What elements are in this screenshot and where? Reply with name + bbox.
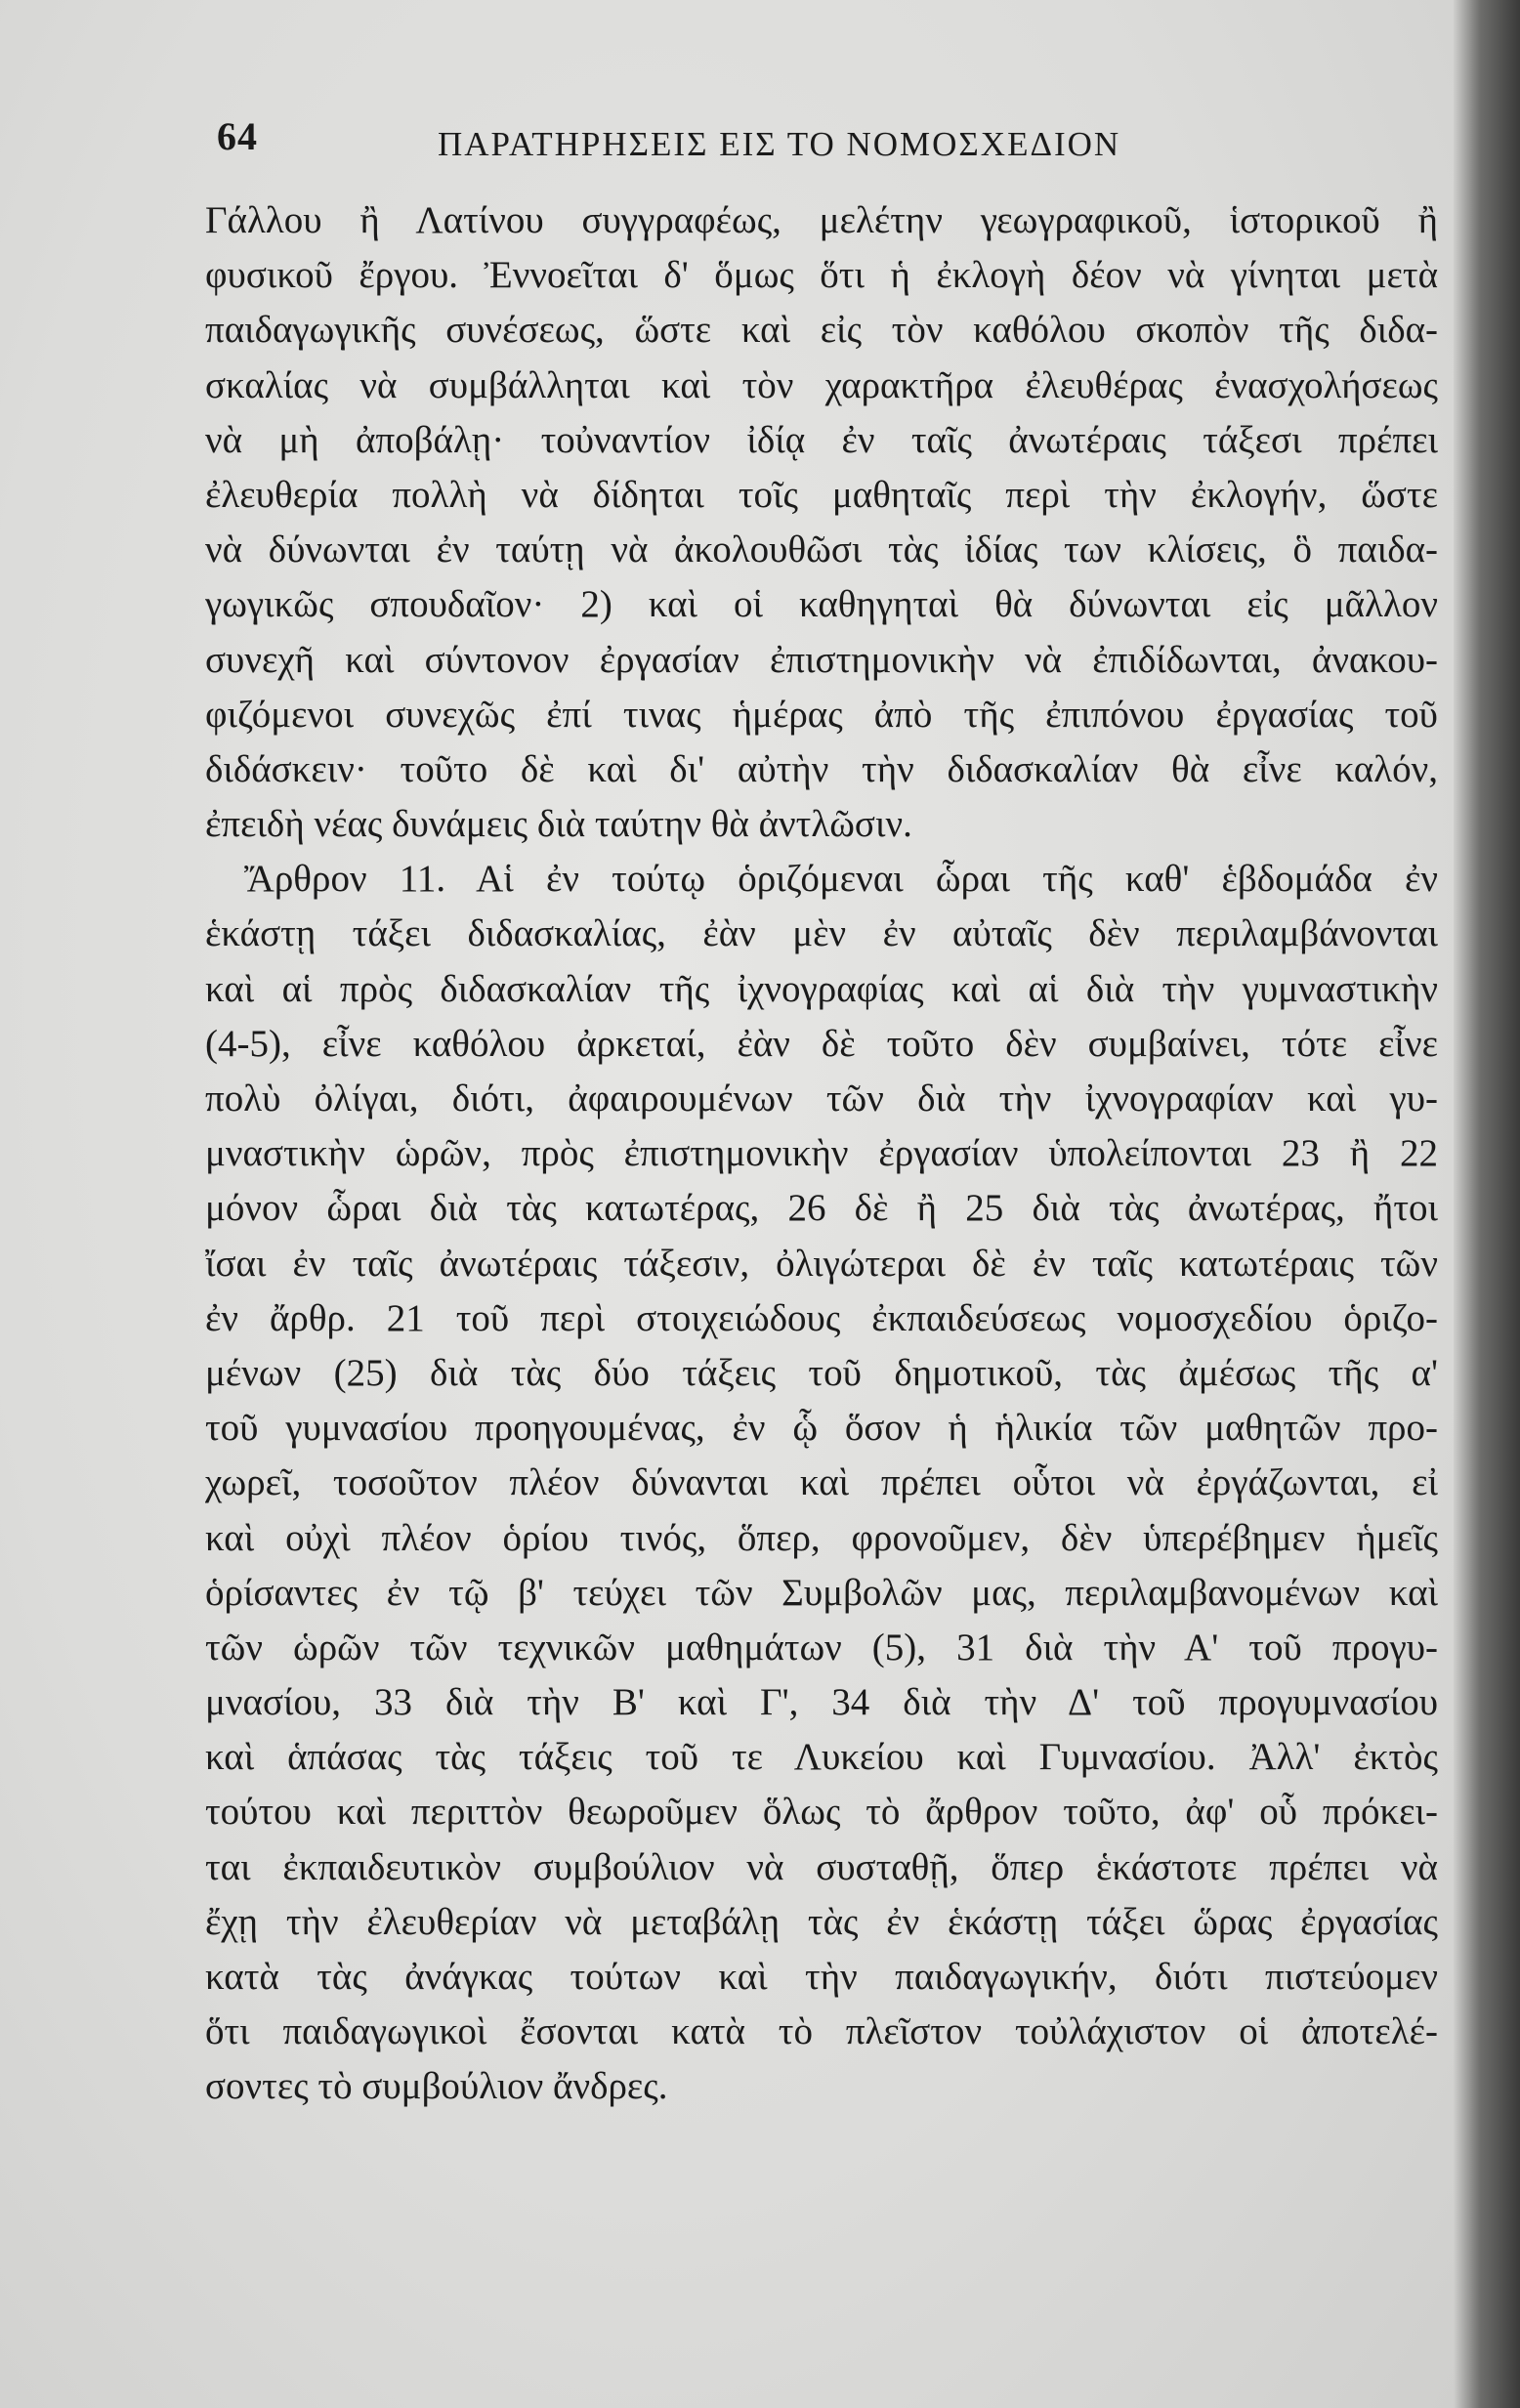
text-line: μνασίου, 33 διὰ τὴν Β' καὶ Γ', 34 διὰ τὴν Δ' τοῦ προγυμνασίου [205,1681,1438,1724]
text-line: ὅτι παιδαγωγικοὶ ἔσονται κατὰ τὸ πλεῖστον τοὐλάχιστον οἱ ἀποτελέ- [205,2010,1438,2053]
page-number: 64 [217,114,258,158]
text-line: πολὺ ὀλίγαι, διότι, ἀφαιρουμένων τῶν διὰ τὴν ἰχνογραφίαν καὶ γυ- [205,1077,1438,1120]
running-title: ΠΑΡΑΤΗΡΗΣΕΙΣ ΕΙΣ ΤΟ ΝΟΜΟΣΧΕΔΙΟΝ [438,125,1121,163]
text-line: (4-5), εἶνε καθόλου ἀρκεταί, ἐὰν δὲ τοῦτο δὲν συμβαίνει, τότε εἶνε [205,1022,1438,1065]
text-line: Ἄρθρον 11. Αἱ ἐν τούτῳ ὁριζόμεναι ὧραι τῆς καθ' ἑβδομάδα ἐν [244,858,1438,901]
text-line: ται ἐκπαιδευτικὸν συμβούλιον νὰ συσταθῇ, ὅπερ ἑκάστοτε πρέπει νὰ [205,1845,1438,1888]
text-line: ἑκάστῃ τάξει διδασκαλίας, ἐὰν μὲν ἐν αὐταῖς δὲν περιλαμβάνονται [205,912,1438,955]
text-line: τούτου καὶ περιττὸν θεωροῦμεν ὅλως τὸ ἄρθρον τοῦτο, ἀφ' οὗ πρόκει- [205,1791,1438,1834]
text-line: συνεχῆ καὶ σύντονον ἐργασίαν ἐπιστημονικὴν νὰ ἐπιδίδωνται, ἀνακου- [205,638,1438,681]
text-line: διδάσκειν· τοῦτο δὲ καὶ δι' αὐτὴν τὴν διδασκαλίαν θὰ εἶνε καλόν, [205,747,1438,790]
text-line: χωρεῖ, τοσοῦτον πλέον δύνανται καὶ πρέπει οὗτοι νὰ ἐργάζωνται, εἰ [205,1461,1438,1504]
text-line: νὰ δύνωνται ἐν ταύτῃ νὰ ἀκολουθῶσι τὰς ἰδίας των κλίσεις, ὃ παιδα- [205,528,1438,571]
text-line: καὶ ἁπάσας τὰς τάξεις τοῦ τε Λυκείου καὶ Γυμνασίου. Ἀλλ' ἐκτὸς [205,1736,1438,1779]
body-text [205,193,1438,2115]
text-line: φιζόμενοι συνεχῶς ἐπί τινας ἡμέρας ἀπὸ τῆς ἐπιπόνου ἐργασίας τοῦ [205,693,1438,736]
text-line: ὁρίσαντες ἐν τῷ β' τεύχει τῶν Συμβολῶν μας, περιλαμβανομένων καὶ [205,1571,1438,1614]
text-line: ἐλευθερία πολλὴ νὰ δίδηται τοῖς μαθηταῖς περὶ τὴν ἐκλογήν, ὥστε [205,473,1438,516]
text-line: γωγικῶς σπουδαῖον· 2) καὶ οἱ καθηγηταὶ θὰ δύνωνται εἰς μᾶλλον [205,583,1438,626]
text-line: νὰ μὴ ἀποβάλῃ· τοὐναντίον ἰδίᾳ ἐν ταῖς ἀνωτέραις τάξεσι πρέπει [205,418,1438,461]
book-spine-shadow [1454,0,1520,2408]
text-line: μναστικὴν ὡρῶν, πρὸς ἐπιστημονικὴν ἐργασίαν ὑπολείπονται 23 ἢ 22 [205,1132,1438,1175]
text-line: τῶν ὡρῶν τῶν τεχνικῶν μαθημάτων (5), 31 διὰ τὴν Α' τοῦ προγυ- [205,1626,1438,1669]
text-line: ἐν ἄρθρ. 21 τοῦ περὶ στοιχειώδους ἐκπαιδεύσεως νομοσχεδίου ὁριζο- [205,1296,1438,1339]
text-line: ἴσαι ἐν ταῖς ἀνωτέραις τάξεσιν, ὀλιγώτεραι δὲ ἐν ταῖς κατωτέραις τῶν [205,1242,1438,1285]
text-line: παιδαγωγικῆς συνέσεως, ὥστε καὶ εἰς τὸν καθόλου σκοπὸν τῆς διδα- [205,309,1438,352]
text-line: μένων (25) διὰ τὰς δύο τάξεις τοῦ δημοτικοῦ, τὰς ἀμέσως τῆς α' [205,1351,1438,1394]
text-line: ἐπειδὴ νέας δυνάμεις διὰ ταύτην θὰ ἀντλῶσιν. [205,803,912,846]
page-header [213,106,1405,174]
text-line: Γάλλου ἢ Λατίνου συγγραφέως, μελέτην γεωγραφικοῦ, ἱστορικοῦ ἢ [205,199,1438,241]
text-line: μόνον ὧραι διὰ τὰς κατωτέρας, 26 δὲ ἢ 25 διὰ τὰς ἀνωτέρας, ἤτοι [205,1187,1438,1230]
text-line: φυσικοῦ ἔργου. Ἐννοεῖται δ' ὅμως ὅτι ἡ ἐκλογὴ δέον νὰ γίνηται μετὰ [205,254,1438,297]
text-line: σκαλίας νὰ συμβάλληται καὶ τὸν χαρακτῆρα ἐλευθέρας ἐνασχολήσεως [205,363,1438,406]
text-line: σοντες τὸ συμβούλιον ἄνδρες. [205,2065,668,2108]
text-line: τοῦ γυμνασίου προηγουμένας, ἐν ᾧ ὅσον ἡ ἡλικία τῶν μαθητῶν προ- [205,1407,1438,1450]
text-line: ἔχῃ τὴν ἐλευθερίαν νὰ μεταβάλῃ τὰς ἐν ἑκάστῃ τάξει ὥρας ἐργασίας [205,1900,1438,1943]
text-line: καὶ αἱ πρὸς διδασκαλίαν τῆς ἰχνογραφίας καὶ αἱ διὰ τὴν γυμναστικὴν [205,967,1438,1010]
text-line: κατὰ τὰς ἀνάγκας τούτων καὶ τὴν παιδαγωγικήν, διότι πιστεύομεν [205,1956,1438,1998]
text-line: καὶ οὐχὶ πλέον ὁρίου τινός, ὅπερ, φρονοῦμεν, δὲν ὑπερέβημεν ἡμεῖς [205,1516,1438,1559]
